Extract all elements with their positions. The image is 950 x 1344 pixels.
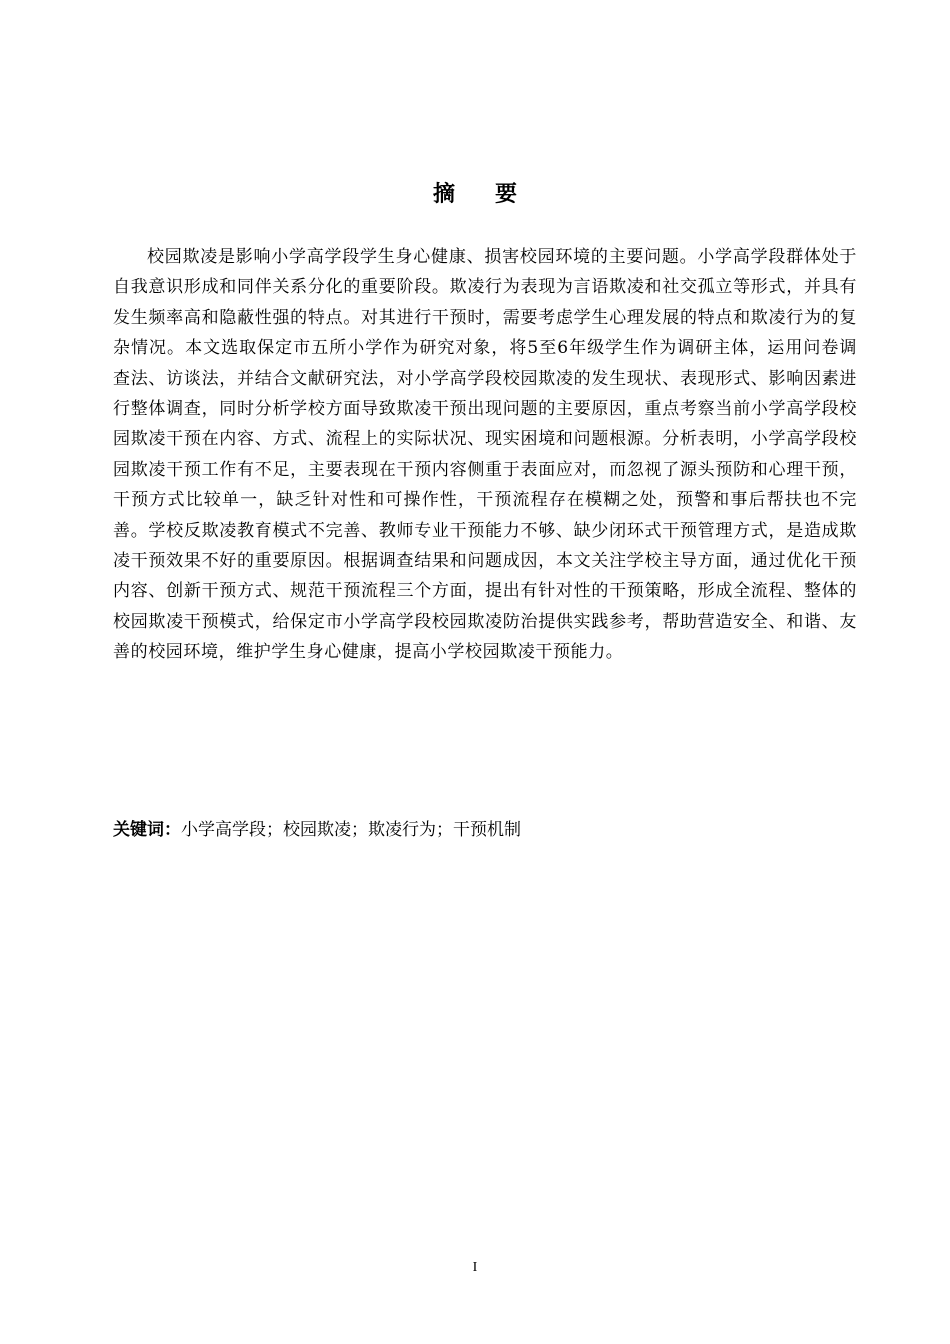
keywords-line bbox=[113, 816, 857, 844]
keywords-label: 关键词： bbox=[113, 820, 181, 840]
keywords-text: 小学高学段；校园欺凌；欺凌行为；干预机制 bbox=[181, 820, 521, 840]
page-number: I bbox=[472, 1260, 478, 1275]
abstract-body: 校园欺凌是影响小学高学段学生身心健康、损害校园环境的主要问题。小学高学段群体处于自我意识形成和同伴关系分化的重要阶段。欺凌行为表现为言语欺凌和社交孤立等形式，并具有发生频率高和隐蔽性强的特点。对其进行干预时，需要考虑学生心理发展的特点和欺凌行为的复杂情况。本文选取保定市五所小学作为研究对象，将5至6年级学生作为调研主体，运用问卷调查法、访谈法，并结合文献研究法，对小学高学段校园欺凌的发生现状、表现形式、影响因素进行整体调查，同时分析学校方面导致欺凌干预出现问题的主要原因，重点考察当前小学高学段校园欺凌干预在内容、方式、流程上的实际状况、现实困境和问题根源。分析表明，小学高学段校园欺凌干预工作有不足，主要表现在干预内容侧重于表面应对，而忽视了源头预防和心理干预，干预方式比较单一，缺乏针对性和可操作性，干预流程存在模糊之处，预警和事后帮扶也不完善。学校反欺凌教育模式不完善、教师专业干预能力不够、缺少闭环式干预管理方式，是造成欺凌干预效果不好的重要原因。根据调查结果和问题成因，本文关注学校主导方面，通过优化干预内容、创新干预方式、规范干预流程三个方面，提出有针对性的干预策略，形成全流程、整体的校园欺凌干预模式，给保定市小学高学段校园欺凌防治提供实践参考，帮助营造安全、和谐、友善的校园环境，维护学生身心健康，提高小学校园欺凌干预能力。 bbox=[113, 247, 857, 663]
abstract-title: 摘要 bbox=[432, 182, 557, 207]
